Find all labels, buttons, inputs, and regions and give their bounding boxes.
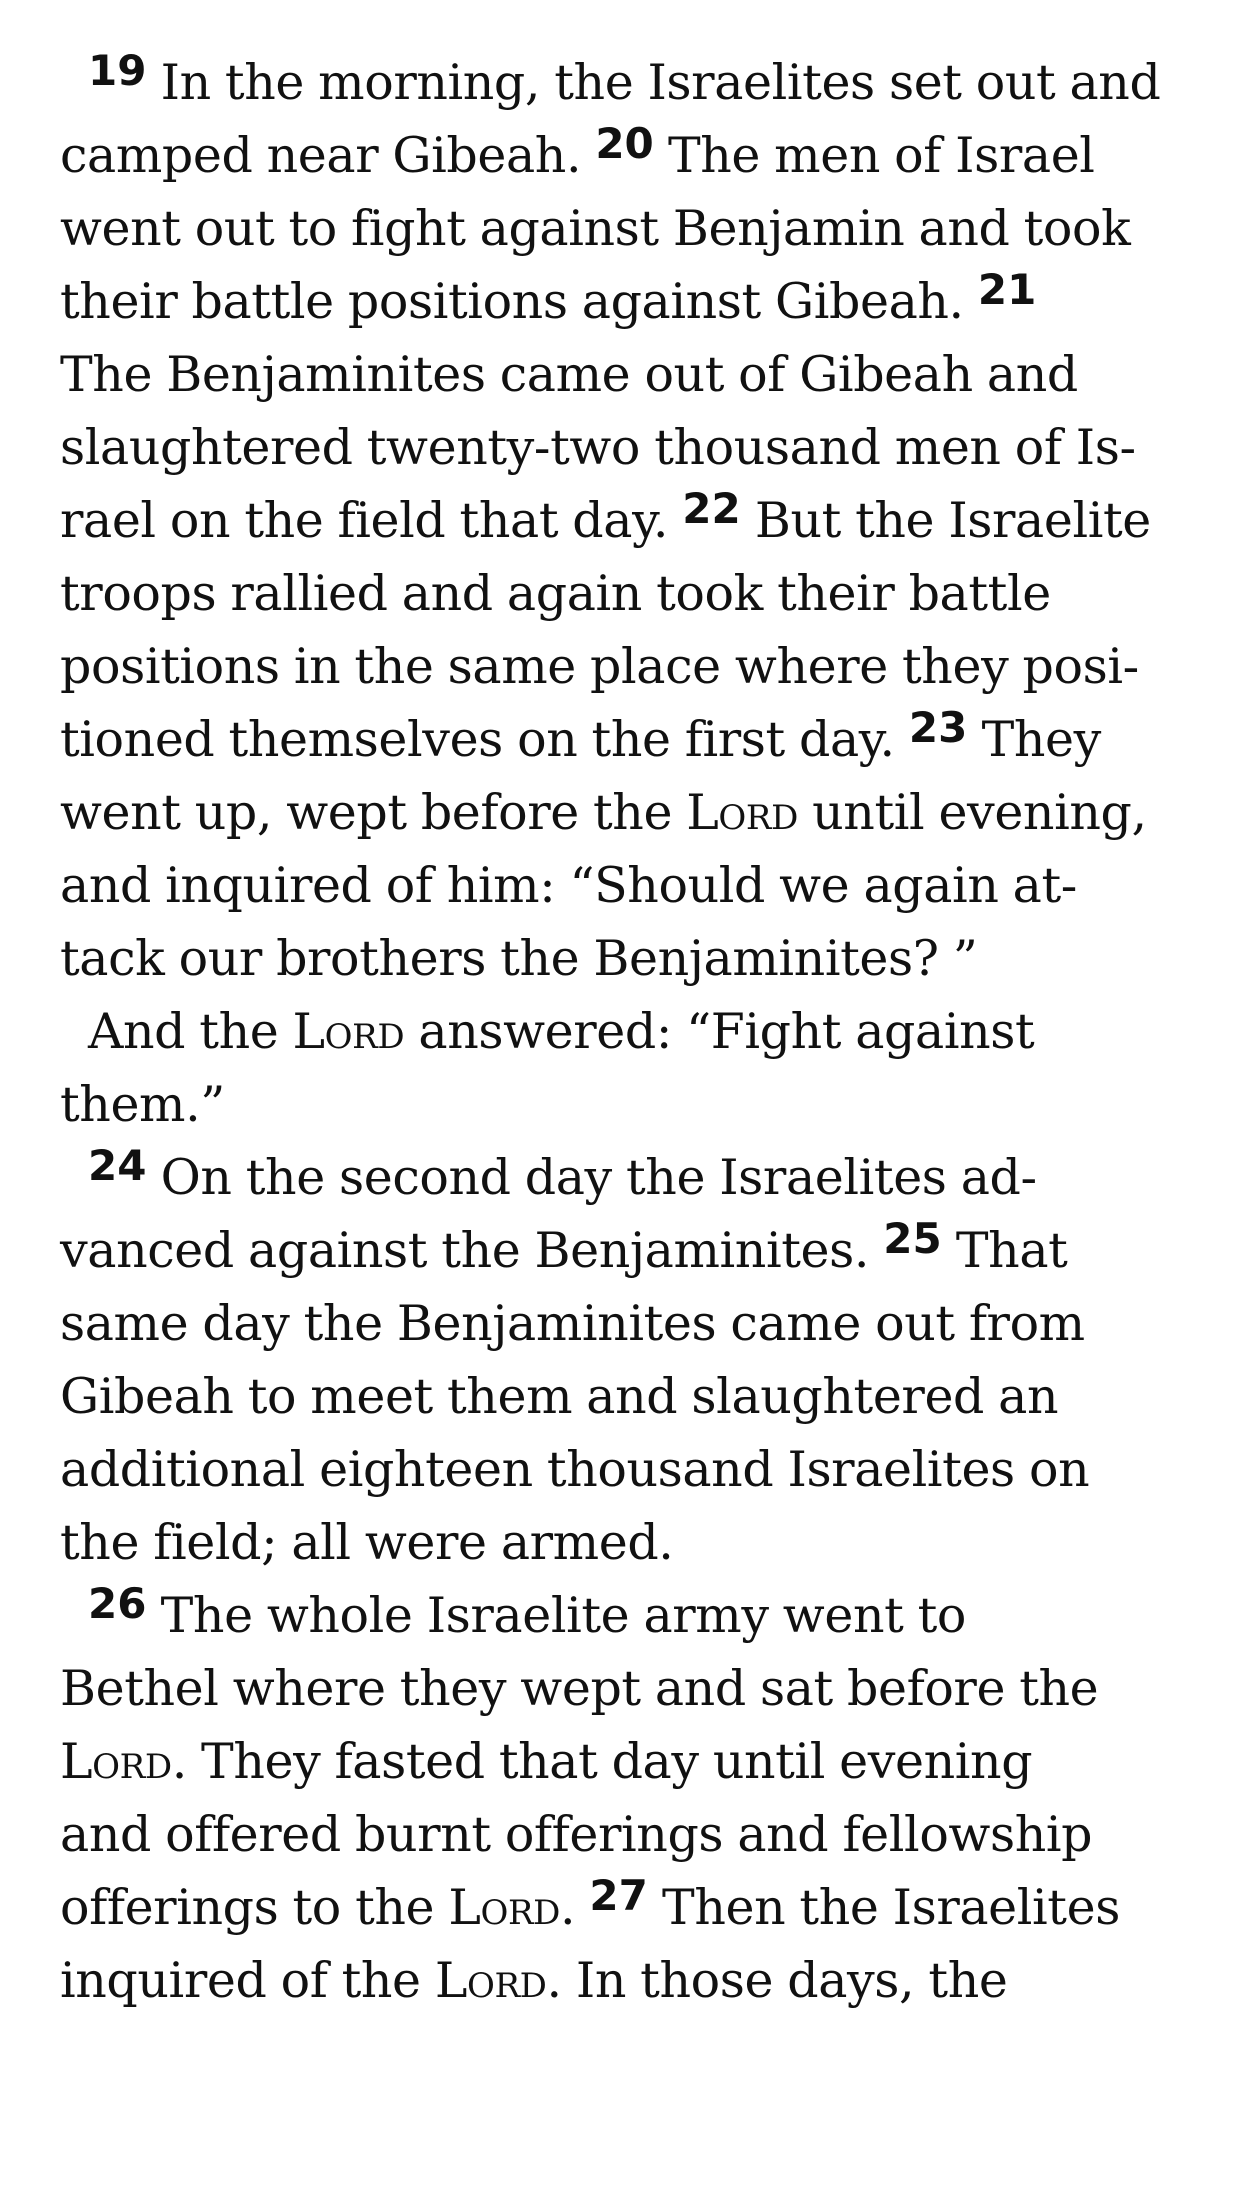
text-line bbox=[60, 849, 1190, 922]
verse-text: They bbox=[981, 711, 1101, 768]
text-line bbox=[60, 265, 1190, 338]
text-line bbox=[60, 922, 1190, 995]
text-line bbox=[60, 1433, 1190, 1506]
verse-text: offerings to the bbox=[60, 1879, 435, 1936]
text-line bbox=[60, 484, 1190, 557]
text-line bbox=[60, 192, 1190, 265]
verse-text: That bbox=[955, 1222, 1068, 1279]
verse-text: inquired of the bbox=[60, 1952, 421, 2009]
verse-text: them.” bbox=[60, 1076, 225, 1133]
verse-number-24: 24 bbox=[88, 1141, 147, 1190]
verse-number-23: 23 bbox=[908, 703, 968, 752]
verse-text: . They fasted that day until evening bbox=[171, 1733, 1033, 1790]
verse-text: camped near Gibeah. bbox=[60, 127, 582, 184]
text-line bbox=[60, 1798, 1190, 1871]
verse-text: answered: “Fight against bbox=[418, 1003, 1035, 1060]
scripture-passage bbox=[60, 46, 1190, 2017]
verse-text: slaughtered twenty-two thousand men of Is- bbox=[60, 419, 1136, 476]
verse-text: their battle positions against Gibeah. bbox=[60, 273, 964, 330]
divine-name: Lord bbox=[292, 1003, 405, 1060]
verse-text: and inquired of him: “Should we again at- bbox=[60, 857, 1077, 914]
verse-text: and offered burnt offerings and fellowship bbox=[60, 1806, 1093, 1863]
text-line bbox=[60, 1871, 1190, 1944]
verse-text: tack our brothers the Benjaminites? ” bbox=[60, 930, 978, 987]
divine-name: Lord bbox=[434, 1952, 547, 2009]
verse-text: The Benjaminites came out of Gibeah and bbox=[60, 346, 1078, 403]
verse-text: And the bbox=[88, 1003, 279, 1060]
divine-name: Lord bbox=[60, 1733, 172, 1790]
verse-text: went up, wept before the bbox=[60, 784, 673, 841]
verse-number-21: 21 bbox=[977, 265, 1037, 314]
text-line bbox=[60, 776, 1190, 849]
text-line bbox=[60, 1944, 1190, 2017]
text-line bbox=[60, 119, 1190, 192]
divine-name: Lord bbox=[686, 784, 798, 841]
verse-text: . bbox=[560, 1879, 576, 1936]
text-line bbox=[60, 703, 1190, 776]
text-line bbox=[60, 1360, 1190, 1433]
verse-text: vanced against the Benjaminites. bbox=[60, 1222, 870, 1279]
text-line bbox=[60, 1506, 1190, 1579]
text-line bbox=[60, 630, 1190, 703]
text-line bbox=[60, 1579, 1190, 1652]
verse-text: same day the Benjaminites came out from bbox=[60, 1295, 1085, 1352]
verse-text: The whole Israelite army went to bbox=[160, 1587, 966, 1644]
verse-text: Bethel where they wept and sat before the bbox=[60, 1660, 1099, 1717]
verse-number-25: 25 bbox=[883, 1214, 942, 1263]
text-line bbox=[60, 338, 1190, 411]
verse-text: In the morning, the Israelites set out and bbox=[160, 54, 1161, 111]
text-line bbox=[60, 1214, 1190, 1287]
verse-number-26: 26 bbox=[88, 1579, 147, 1628]
verse-number-27: 27 bbox=[589, 1871, 648, 1920]
verse-text: Then the Israelites bbox=[662, 1879, 1120, 1936]
text-line bbox=[60, 995, 1190, 1068]
verse-text: additional eighteen thousand Israelites on bbox=[60, 1441, 1090, 1498]
verse-text: tioned themselves on the first day. bbox=[60, 711, 895, 768]
verse-number-22: 22 bbox=[682, 484, 741, 533]
verse-text: On the second day the Israelites ad- bbox=[160, 1149, 1037, 1206]
divine-name: Lord bbox=[448, 1879, 561, 1936]
verse-text: rael on the field that day. bbox=[60, 492, 669, 549]
verse-number-20: 20 bbox=[595, 119, 654, 168]
text-line bbox=[60, 1287, 1190, 1360]
verse-text: until evening, bbox=[812, 784, 1147, 841]
verse-text: But the Israelite bbox=[754, 492, 1151, 549]
verse-number-19: 19 bbox=[88, 46, 147, 95]
verse-text: The men of Israel bbox=[667, 127, 1095, 184]
text-line bbox=[60, 557, 1190, 630]
verse-text: the field; all were armed. bbox=[60, 1514, 674, 1571]
text-line bbox=[60, 411, 1190, 484]
text-line bbox=[60, 1141, 1190, 1214]
verse-text: . In those days, the bbox=[546, 1952, 1008, 2009]
text-line bbox=[60, 1725, 1190, 1798]
verse-text: went out to fight against Benjamin and took bbox=[60, 200, 1131, 257]
verse-text: positions in the same place where they posi- bbox=[60, 638, 1139, 695]
verse-text: troops rallied and again took their battle bbox=[60, 565, 1051, 622]
text-line bbox=[60, 46, 1190, 119]
text-line bbox=[60, 1068, 1190, 1141]
verse-text: Gibeah to meet them and slaughtered an bbox=[60, 1368, 1059, 1425]
text-line bbox=[60, 1652, 1190, 1725]
